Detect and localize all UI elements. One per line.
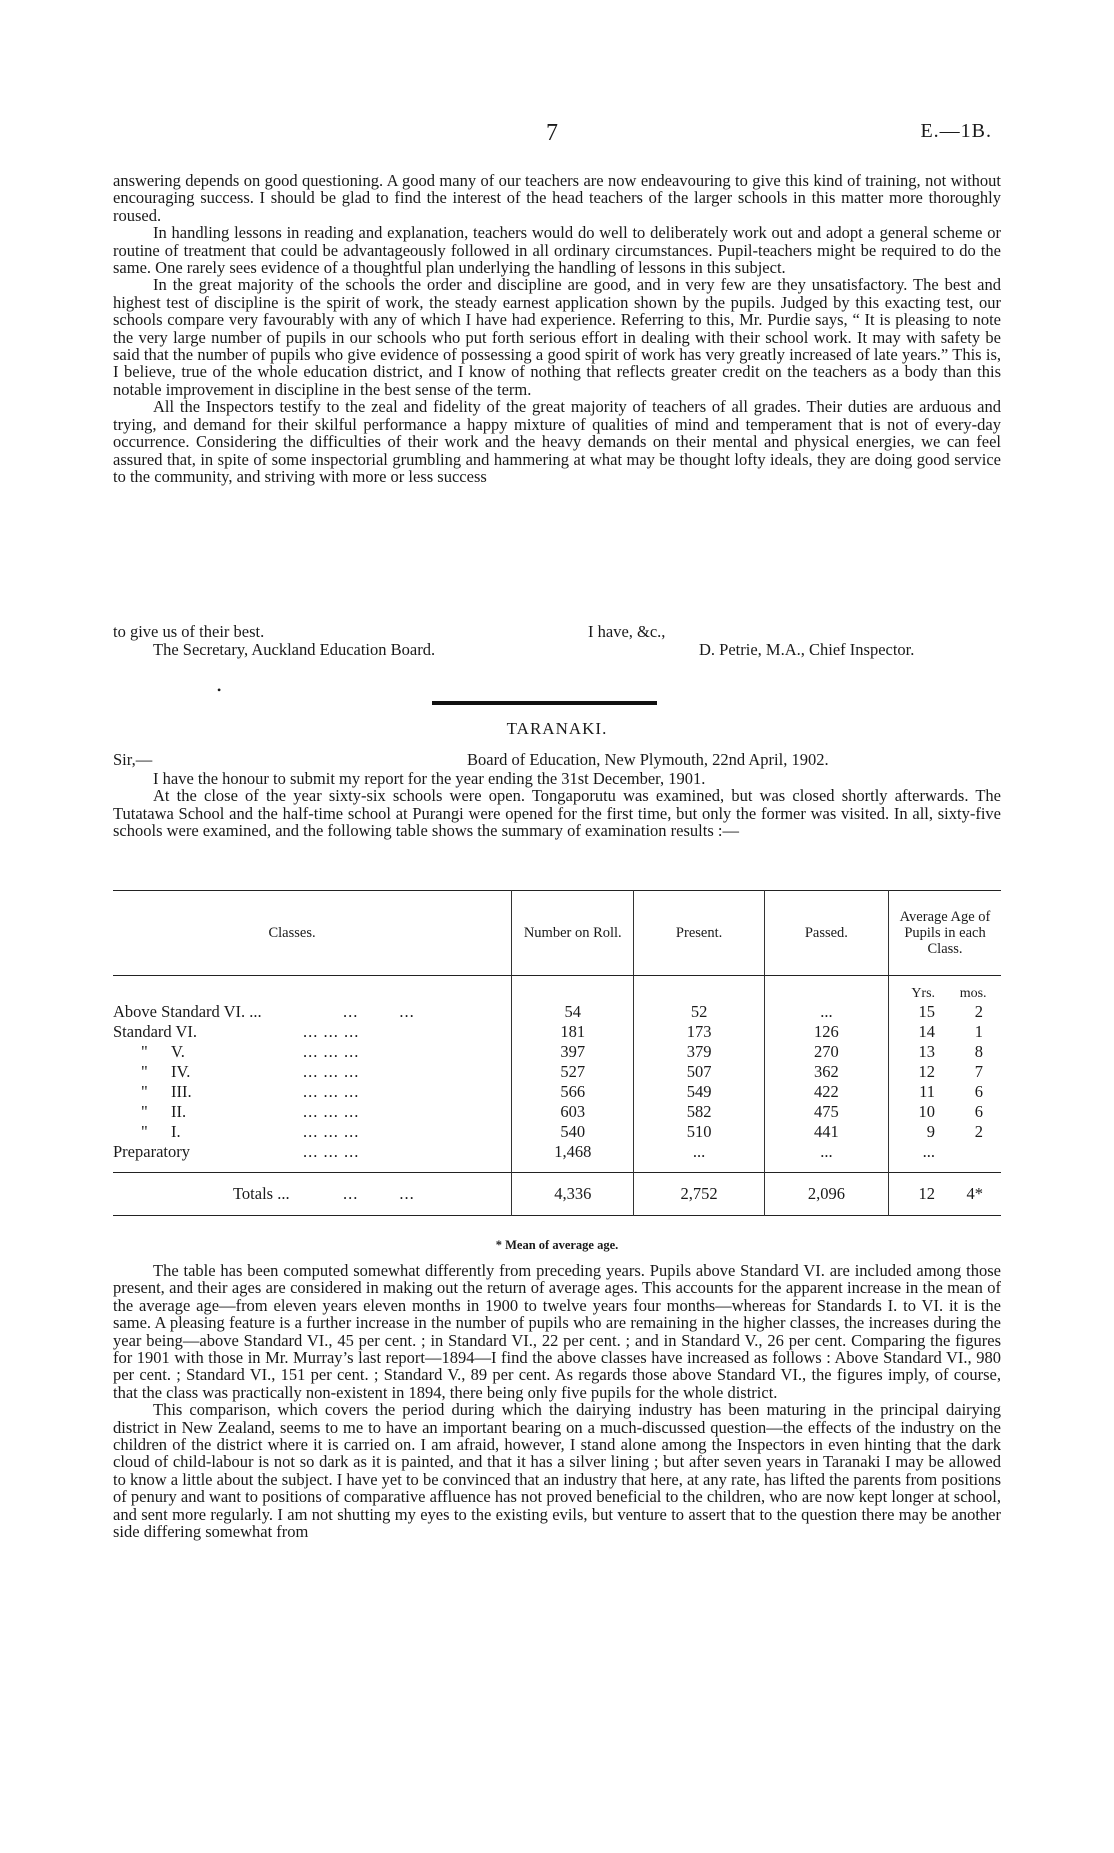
- class-label: II.: [171, 1102, 187, 1121]
- header-average-age: Average Age of Pupils in each Class.: [889, 891, 1001, 976]
- age-years: 12: [918, 1062, 936, 1081]
- ditto-mark: ": [141, 1042, 148, 1061]
- table-row: [113, 1122, 1001, 1142]
- roll-cell: 397: [512, 1042, 634, 1062]
- class-label: Above Standard VI. ...: [113, 1002, 262, 1021]
- ditto-mark: ": [141, 1062, 148, 1081]
- table-row: [113, 1062, 1001, 1082]
- age-months: 7: [974, 1062, 984, 1081]
- class-label: Preparatory: [113, 1142, 190, 1161]
- present-cell: 173: [634, 1022, 764, 1042]
- passed-cell: 441: [764, 1122, 888, 1142]
- present-cell: ...: [634, 1142, 764, 1162]
- taranaki-report-text: [113, 1262, 1001, 1541]
- age-months: 2: [974, 1122, 984, 1141]
- sign-off: I have, &c.,: [588, 622, 666, 641]
- class-label: V.: [171, 1042, 185, 1061]
- roll-cell: 540: [512, 1122, 634, 1142]
- class-label: IV.: [171, 1062, 191, 1081]
- age-years: 9: [926, 1122, 936, 1141]
- table-footnote: * Mean of average age.: [495, 1238, 619, 1252]
- passed-cell: 422: [764, 1082, 888, 1102]
- passed-cell: ...: [764, 1002, 888, 1022]
- leader-dots: ... ... ...: [303, 1082, 360, 1101]
- age-months: 8: [974, 1042, 984, 1061]
- age-years: 14: [918, 1022, 936, 1041]
- roll-cell: 181: [512, 1022, 634, 1042]
- header-passed: Passed.: [764, 891, 888, 976]
- roll-cell: 527: [512, 1062, 634, 1082]
- totals-row: [113, 1173, 1001, 1216]
- age-months: 2: [974, 1002, 984, 1021]
- table-row: [113, 1002, 1001, 1022]
- roll-cell: 1,468: [512, 1142, 634, 1162]
- paragraph: I have the honour to submit my report for the year ending the 31st December, 1901.: [153, 769, 706, 788]
- months-unit: mos.: [959, 986, 987, 1001]
- roll-cell: 566: [512, 1082, 634, 1102]
- passed-cell: 362: [764, 1062, 888, 1082]
- header-classes: Classes.: [113, 891, 512, 976]
- total-age-months: 4*: [966, 1184, 984, 1203]
- years-unit: Yrs.: [911, 986, 936, 1001]
- age-months: 6: [974, 1082, 984, 1101]
- table-row: [113, 1082, 1001, 1102]
- table-row: [113, 1042, 1001, 1062]
- section-divider: [432, 701, 657, 705]
- leader-dots: ... ... ...: [303, 1142, 360, 1161]
- present-cell: 582: [634, 1102, 764, 1122]
- paragraph: At the close of the year sixty-six schools were open. Tongaporutu was examined, but was closed shortly afterwards. The Tutatawa School and the half-time school at Purangi were opened for the first time, but only the former was visited. In all, sixty-five schools were examined, and the following table shows the summary of examination results :—: [113, 786, 1001, 841]
- class-label: Standard VI.: [113, 1022, 198, 1041]
- ditto-mark: ": [141, 1102, 148, 1121]
- ditto-mark: ": [141, 1082, 148, 1101]
- leader-dots: ... ...: [343, 1184, 415, 1203]
- roll-cell: 54: [512, 1002, 634, 1022]
- passed-cell: ...: [764, 1142, 888, 1162]
- totals-label: Totals ...: [233, 1184, 290, 1203]
- present-cell: 549: [634, 1082, 764, 1102]
- leader-dots: ... ... ...: [303, 1122, 360, 1141]
- age-years: 11: [919, 1082, 936, 1101]
- header-present: Present.: [634, 891, 764, 976]
- paragraph: All the Inspectors testify to the zeal and fidelity of the great majority of teachers of all grades. Their duties are arduous and trying, and demand for their skilful performance a happy mixture of qualities of mind and temperament that is not of every-day occurrence. Considering the difficulties of their work and the heavy demands on their mental and physical energies, we can feel assured that, in spite of some inspectorial grumbling and hammering at what may be thought lofty ideals, they are doing good service to the community, and striving with more or less success: [113, 397, 1001, 486]
- leader-dots: ... ... ...: [303, 1062, 360, 1081]
- leader-dots: ... ... ...: [303, 1042, 360, 1061]
- leader-dots: ... ... ...: [303, 1102, 360, 1121]
- age-months: 1: [974, 1022, 984, 1041]
- letter-heading: [113, 750, 1001, 768]
- age-years: 15: [918, 1002, 936, 1021]
- class-label: III.: [171, 1082, 192, 1101]
- paragraph: The table has been computed somewhat differently from preceding years. Pupils above Standard VI. are included among those present, and their ages are considered in making out the return of average ages. This accounts for the apparent increase in the mean of the average age—from eleven years eleven months in 1900 to twelve years four months—whereas for Standards I. to VI. it is the same. A pleasing feature is a further increase in the number of pupils who are remaining in the higher classes, the increases during the year being—above Standard VI., 45 per cent. ; in Standard VI., 22 per cent. ; and in Standard V., 26 per cent. Comparing the figures for 1901 with those in Mr. Murray’s last report—1894—I find the above classes have increased as follows : Above Standard VI., 980 per cent. ; Standard VI., 151 per cent. ; Standard V., 89 per cent. As regards those above Standard VI., the figures imply, of course, that the class was practically non-existent in 1894, there being only five pupils for the whole district.: [113, 1261, 1001, 1402]
- header-roll: Number on Roll.: [512, 891, 634, 976]
- document-reference: E.—1B.: [920, 120, 992, 142]
- total-passed: 2,096: [764, 1173, 888, 1216]
- stray-mark: •: [217, 683, 222, 697]
- closing-last-line: to give us of their best.: [113, 622, 265, 641]
- page-number: 7: [546, 120, 558, 146]
- paragraph: This comparison, which covers the period during which the dairying industry has been maturing in the principal dairying district in New Zealand, seems to me to have an important bearing on a much-discussed question—the effects of the industry on the children of the district where it is carried on. I am afraid, however, I stand alone among the Inspectors in even hinting that the dark cloud of child-labour is not so dark as it is painted, and that it has a silver lining ; but after seven years in Taranaki I may be allowed to know a little about the subject. I have yet to be convinced that an industry that here, at any rate, has lifted the parents from positions of penury and want to positions of comparative affluence has not proved beneficial to the children, who are now kept longer at school, and sent more regularly. I am not shutting my eyes to the existing evils, but venture to assert that to the question there may be another side differing somewhat from: [113, 1400, 1001, 1542]
- auckland-report-text: [113, 172, 1001, 485]
- section-title: TARANAKI.: [506, 719, 608, 738]
- paragraph: In the great majority of the schools the order and discipline are good, and in very few are they unsatisfactory. The best and highest test of discipline is the spirit of work, the steady earnest application shown by the pupils. Judged by this exacting test, our schools compare very favourably with any of which I have had experience. Referring to this, Mr. Purdie says, “ It is pleasing to note the very large number of pupils in our schools who put forth serious effort in dealing with their school work. It may with safety be said that the number of pupils who give evidence of possessing a good spirit of work has very greatly increased of late years.” This is, I believe, true of the whole education district, and I know of nothing that reflects greater credit on the teachers as a body than this notable improvement in discipline in the best sense of the term.: [113, 275, 1001, 399]
- paragraph: answering depends on good questioning. A good many of our teachers are now endeavouring to give this kind of training, not without encouraging success. I should be glad to find the interest of the head teachers of the larger schools in this matter more thoroughly roused.: [113, 171, 1001, 225]
- age-months: 6: [974, 1102, 984, 1121]
- ditto-mark: ": [141, 1122, 148, 1141]
- total-present: 2,752: [634, 1173, 764, 1216]
- table-row: [113, 1142, 1001, 1162]
- salutation: Sir,—: [113, 750, 153, 769]
- taranaki-intro: [113, 770, 1001, 840]
- passed-cell: 475: [764, 1102, 888, 1122]
- age-years: 10: [918, 1102, 936, 1121]
- age-years: ...: [922, 1142, 936, 1161]
- paragraph: In handling lessons in reading and explanation, teachers would do well to deliberately work out and adopt a general scheme or routine of treatment that could be advantageously followed in all ordinary circumstances. Pupil-teachers might be required to do the same. One rarely sees evidence of a thoughtful plan underlying the handling of lessons in this subject.: [113, 223, 1001, 278]
- passed-cell: 270: [764, 1042, 888, 1062]
- present-cell: 507: [634, 1062, 764, 1082]
- leader-dots: ... ... ...: [303, 1022, 360, 1041]
- class-label: I.: [171, 1122, 181, 1141]
- age-years: 13: [918, 1042, 936, 1061]
- table-header-row: [113, 891, 1001, 976]
- units-row: [113, 976, 1001, 1003]
- present-cell: 510: [634, 1122, 764, 1142]
- letter-closing: [113, 622, 1001, 658]
- addressee: The Secretary, Auckland Education Board.: [153, 640, 436, 659]
- passed-cell: 126: [764, 1022, 888, 1042]
- table-row: [113, 1102, 1001, 1122]
- total-roll: 4,336: [512, 1173, 634, 1216]
- present-cell: 379: [634, 1042, 764, 1062]
- address-date: Board of Education, New Plymouth, 22nd April, 1902.: [467, 750, 829, 769]
- roll-cell: 603: [512, 1102, 634, 1122]
- table-row: [113, 1022, 1001, 1042]
- present-cell: 52: [634, 1002, 764, 1022]
- leader-dots: ... ...: [343, 1002, 415, 1021]
- examination-results-table: [113, 890, 1001, 1216]
- total-age-years: 12: [918, 1184, 936, 1203]
- signatory: D. Petrie, M.A., Chief Inspector.: [699, 640, 915, 659]
